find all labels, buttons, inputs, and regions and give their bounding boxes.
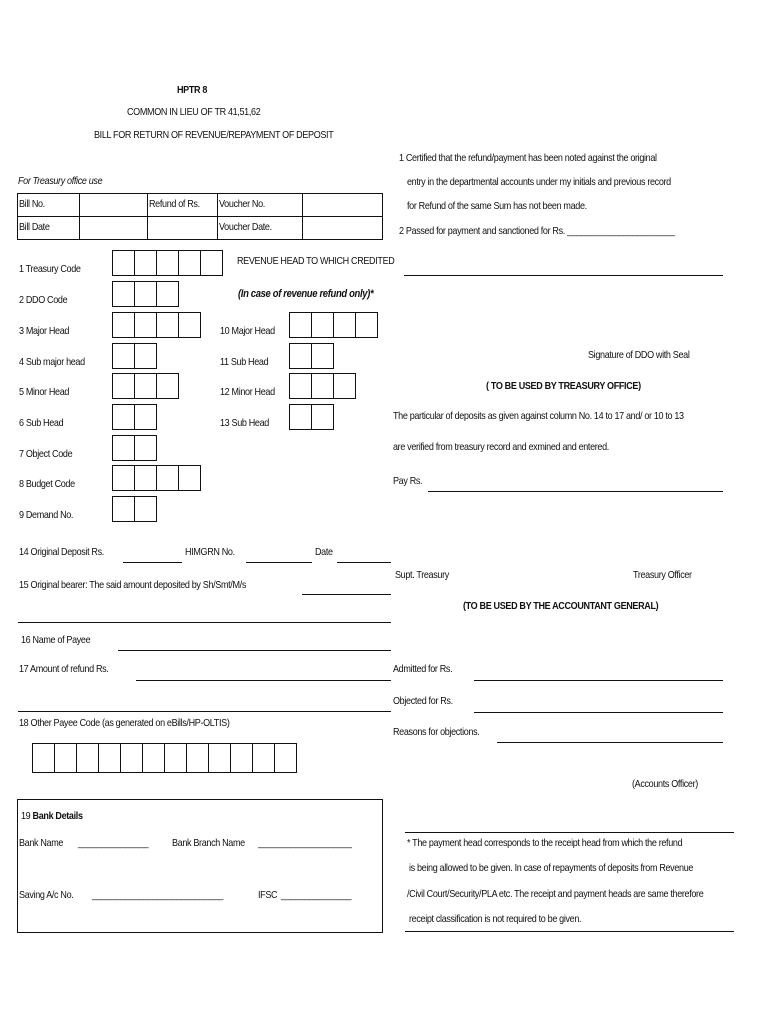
bank-branch-blank[interactable]: ____________________ (258, 837, 352, 849)
revenue-head-input-cell[interactable] (333, 312, 356, 338)
code-label: 6 Sub Head (19, 417, 64, 429)
bearer-line[interactable] (302, 594, 391, 595)
revenue-head-input-cell[interactable] (289, 312, 312, 338)
code-cells (112, 373, 179, 399)
code-cells (112, 496, 157, 522)
bank-name-label: Bank Name (19, 837, 64, 849)
revenue-head-label: 12 Minor Head (220, 386, 275, 398)
code-input-cell[interactable] (178, 465, 201, 491)
deposit-date-label: Date (315, 546, 333, 558)
ddo-signature-label: Signature of DDO with Seal (588, 349, 690, 361)
code-label: 5 Minor Head (19, 386, 70, 398)
table-divider (17, 216, 383, 217)
original-deposit-label: 14 Original Deposit Rs. (19, 546, 104, 558)
refund-amount-line[interactable] (136, 680, 391, 681)
certificate-line-3: for Refund of the same Sum has not been made. (407, 200, 587, 212)
pay-amount-line[interactable] (428, 491, 723, 492)
revenue-head-input-cell[interactable] (311, 404, 334, 430)
bank-details-title: Bank Details (32, 810, 83, 822)
table-divider (147, 193, 148, 240)
code-input-cell[interactable] (134, 312, 157, 338)
code-label: 1 Treasury Code (19, 263, 81, 275)
code-label: 3 Major Head (19, 325, 70, 337)
footnote-line-2: is being allowed to be given. In case of repayments of deposits from Revenue (409, 862, 694, 874)
footnote-line-3: /Civil Court/Security/PLA etc. The receipt and payment heads are same therefore (407, 888, 704, 900)
pay-label: Pay Rs. (393, 475, 423, 487)
refund-amount-line-2[interactable] (18, 711, 391, 712)
objected-line[interactable] (474, 712, 723, 713)
payee-code-input-cell[interactable] (142, 743, 165, 773)
payee-code-input-cell[interactable] (252, 743, 275, 773)
footnote-line-4: receipt classification is not required to be given. (409, 913, 582, 925)
revenue-head-input-cell[interactable] (311, 343, 334, 369)
payee-code-input-cell[interactable] (32, 743, 55, 773)
payee-code-input-cell[interactable] (186, 743, 209, 773)
code-input-cell[interactable] (134, 281, 157, 307)
certificate-line-2: entry in the departmental accounts under my initials and previous record (407, 176, 671, 188)
revenue-head-input-cell[interactable] (355, 312, 378, 338)
code-input-cell[interactable] (134, 465, 157, 491)
reasons-label: Reasons for objections. (393, 726, 480, 738)
payee-code-input-cell[interactable] (120, 743, 143, 773)
revenue-head-input-cell[interactable] (289, 404, 312, 430)
code-label: 2 DDO Code (19, 294, 68, 306)
payee-code-cells (32, 743, 297, 773)
certificate-line-1: 1 Certified that the refund/payment has been noted against the original (399, 152, 657, 164)
revenue-refund-note: (In case of revenue refund only)* (238, 288, 374, 300)
code-input-cell[interactable] (178, 312, 201, 338)
payee-code-label: 18 Other Payee Code (as generated on eBills/HP-OLTIS) (19, 717, 230, 729)
code-input-cell[interactable] (134, 343, 157, 369)
code-label: 8 Budget Code (19, 478, 75, 490)
form-number: HPTR 8 (177, 84, 208, 96)
code-label: 9 Demand No. (19, 509, 74, 521)
revenue-head-input-cell[interactable] (311, 312, 334, 338)
payee-code-input-cell[interactable] (230, 743, 253, 773)
ag-heading: (TO BE USED BY THE ACCOUNTANT GENERAL) (463, 600, 659, 612)
code-input-cell[interactable] (200, 250, 223, 276)
code-label: 4 Sub major head (19, 356, 85, 368)
form-subtitle: COMMON IN LIEU OF TR 41,51,62 (127, 106, 261, 118)
code-input-cell[interactable] (112, 435, 135, 461)
refund-label: Refund of Rs. (149, 198, 200, 210)
treasury-box-caption: For Treasury office use (18, 175, 103, 187)
original-bearer-label: 15 Original bearer: The said amount deposited by Sh/Smt/M/s (19, 579, 246, 591)
treasury-office-heading: ( TO BE USED BY TREASURY OFFICE) (486, 380, 641, 392)
table-divider (302, 193, 303, 240)
code-input-cell[interactable] (112, 343, 135, 369)
voucher-no-label: Voucher No. (219, 198, 265, 210)
saving-ac-label: Saving A/c No. (19, 889, 74, 901)
admitted-line[interactable] (474, 680, 723, 681)
treasury-verify-line-2: are verified from treasury record and exmined and entered. (393, 441, 609, 453)
code-cells (112, 312, 201, 338)
deposit-date-line[interactable] (337, 562, 391, 563)
revenue-head-label: 10 Major Head (220, 325, 275, 337)
code-cells (112, 404, 157, 430)
himgrn-line[interactable] (246, 562, 312, 563)
code-input-cell[interactable] (112, 281, 135, 307)
payee-code-input-cell[interactable] (208, 743, 231, 773)
code-cells (112, 465, 201, 491)
code-input-cell[interactable] (134, 435, 157, 461)
sanction-blank-line[interactable] (404, 275, 723, 276)
ifsc-blank[interactable]: _______________ (281, 889, 352, 901)
code-input-cell[interactable] (134, 404, 157, 430)
revenue-head-heading: REVENUE HEAD TO WHICH CREDITED (237, 255, 395, 267)
bank-name-blank[interactable]: _______________ (78, 837, 149, 849)
table-divider (217, 193, 218, 240)
payee-code-input-cell[interactable] (164, 743, 187, 773)
code-input-cell[interactable] (156, 312, 179, 338)
bill-date-label: Bill Date (19, 221, 50, 233)
table-divider (79, 193, 80, 240)
payee-code-input-cell[interactable] (274, 743, 297, 773)
revenue-head-cells (289, 343, 334, 369)
code-input-cell[interactable] (112, 404, 135, 430)
code-input-cell[interactable] (112, 465, 135, 491)
code-input-cell[interactable] (112, 496, 135, 522)
revenue-head-cells (289, 312, 378, 338)
footnote-line-1: * The payment head corresponds to the receipt head from which the refund (407, 837, 683, 849)
code-input-cell[interactable] (112, 373, 135, 399)
code-input-cell[interactable] (112, 312, 135, 338)
treasury-verify-line-1: The particular of deposits as given against column No. 14 to 17 and/ or 10 to 13 (393, 410, 684, 422)
admitted-label: Admitted for Rs. (393, 663, 453, 675)
code-input-cell[interactable] (134, 250, 157, 276)
revenue-head-cells (289, 404, 334, 430)
himgrn-label: HIMGRN No. (185, 546, 235, 558)
accounts-officer-line (405, 832, 734, 833)
revenue-head-input-cell[interactable] (333, 373, 356, 399)
code-input-cell[interactable] (178, 250, 201, 276)
code-input-cell[interactable] (156, 250, 179, 276)
bank-details-heading (21, 810, 83, 823)
code-label: 7 Object Code (19, 448, 73, 460)
payee-name-line[interactable] (118, 650, 391, 651)
saving-ac-blank[interactable]: ____________________________ (92, 889, 223, 901)
voucher-date-label: Voucher Date. (219, 221, 272, 233)
code-cells (112, 250, 223, 276)
objected-label: Objected for Rs. (393, 695, 453, 707)
code-input-cell[interactable] (156, 373, 179, 399)
refund-amount-label: 17 Amount of refund Rs. (19, 663, 109, 675)
revenue-head-input-cell[interactable] (289, 343, 312, 369)
code-input-cell[interactable] (134, 496, 157, 522)
revenue-head-input-cell[interactable] (311, 373, 334, 399)
bearer-line-2[interactable] (18, 622, 391, 623)
original-deposit-line[interactable] (123, 562, 182, 563)
bank-branch-label: Bank Branch Name (172, 837, 245, 849)
ifsc-label: IFSC (258, 889, 278, 901)
bill-no-label: Bill No. (19, 198, 45, 210)
payee-code-input-cell[interactable] (76, 743, 99, 773)
bank-details-number: 19 (21, 810, 31, 822)
supt-treasury-label: Supt. Treasury (395, 569, 449, 581)
code-input-cell[interactable] (156, 281, 179, 307)
footnote-bottom-line (405, 931, 734, 932)
form-title: BILL FOR RETURN OF REVENUE/REPAYMENT OF DEPOSIT (94, 129, 334, 141)
code-input-cell[interactable] (112, 250, 135, 276)
revenue-head-label: 13 Sub Head (220, 417, 269, 429)
code-cells (112, 435, 157, 461)
payee-code-input-cell[interactable] (54, 743, 77, 773)
reasons-line[interactable] (497, 742, 723, 743)
accounts-officer-label: (Accounts Officer) (632, 778, 698, 790)
payee-name-label: 16 Name of Payee (21, 634, 91, 646)
revenue-head-cells (289, 373, 356, 399)
code-cells (112, 343, 157, 369)
payee-code-input-cell[interactable] (98, 743, 121, 773)
code-input-cell[interactable] (134, 373, 157, 399)
sanction-line: 2 Passed for payment and sanctioned for Rs. _______________________ (399, 225, 675, 237)
code-input-cell[interactable] (156, 465, 179, 491)
revenue-head-input-cell[interactable] (289, 373, 312, 399)
revenue-head-label: 11 Sub Head (220, 356, 269, 368)
code-cells (112, 281, 179, 307)
treasury-officer-label: Treasury Officer (633, 569, 692, 581)
